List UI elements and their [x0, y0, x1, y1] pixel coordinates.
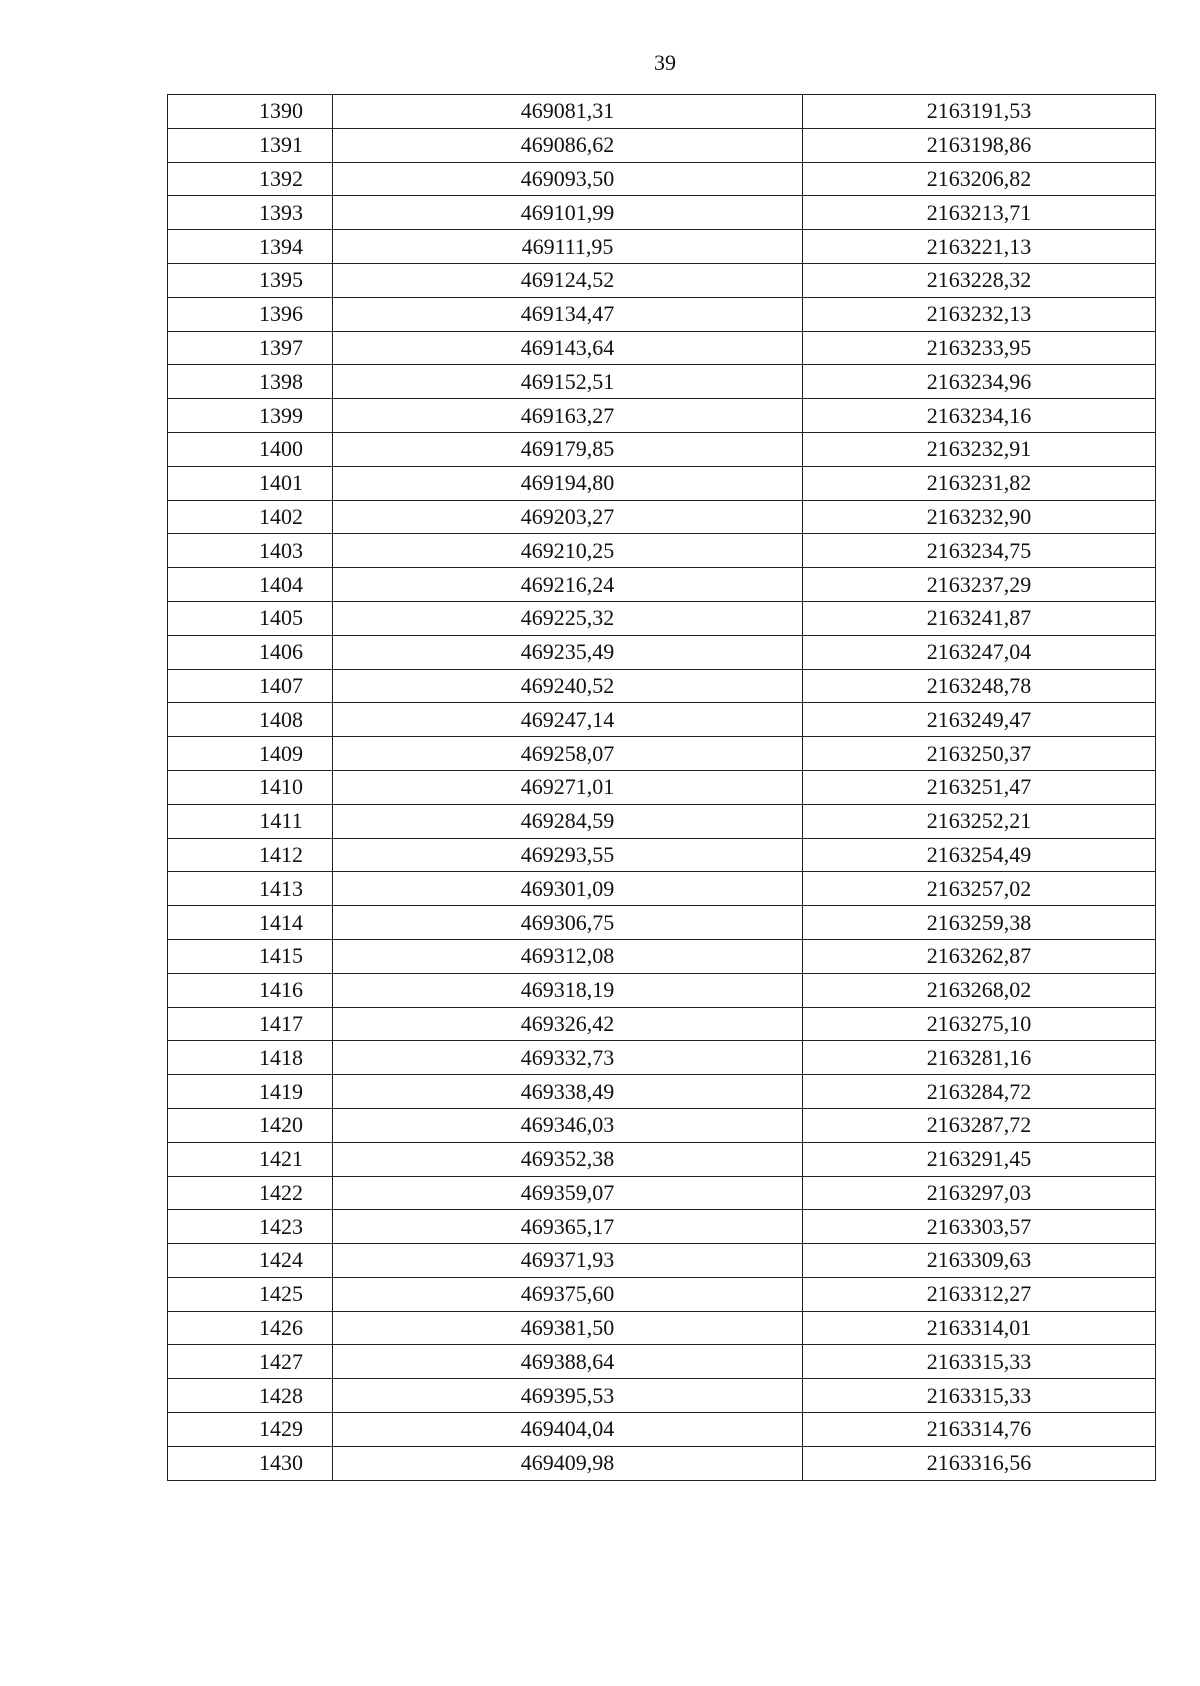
y-coordinate-cell: 2163247,04 — [803, 635, 1156, 669]
y-coordinate-cell: 2163252,21 — [803, 804, 1156, 838]
point-number-cell: 1409 — [168, 737, 333, 771]
y-coordinate-cell: 2163254,49 — [803, 838, 1156, 872]
table-row — [168, 568, 1156, 602]
x-coordinate-cell: 469293,55 — [333, 838, 803, 872]
y-coordinate-cell: 2163232,90 — [803, 500, 1156, 534]
y-coordinate-cell: 2163287,72 — [803, 1108, 1156, 1142]
x-coordinate-cell: 469124,52 — [333, 263, 803, 297]
y-coordinate-cell: 2163232,91 — [803, 432, 1156, 466]
x-coordinate-cell: 469258,07 — [333, 737, 803, 771]
point-number-cell: 1414 — [168, 906, 333, 940]
y-coordinate-cell: 2163314,01 — [803, 1311, 1156, 1345]
table-row — [168, 1210, 1156, 1244]
x-coordinate-cell: 469081,31 — [333, 95, 803, 129]
point-number-cell: 1402 — [168, 500, 333, 534]
y-coordinate-cell: 2163314,76 — [803, 1413, 1156, 1447]
point-number-cell: 1391 — [168, 128, 333, 162]
table-row — [168, 1142, 1156, 1176]
table-row — [168, 906, 1156, 940]
x-coordinate-cell: 469240,52 — [333, 669, 803, 703]
table-row — [168, 1075, 1156, 1109]
coordinates-table — [167, 94, 1156, 1481]
table-row — [168, 331, 1156, 365]
y-coordinate-cell: 2163221,13 — [803, 230, 1156, 264]
table-row — [168, 500, 1156, 534]
table-row — [168, 770, 1156, 804]
y-coordinate-cell: 2163309,63 — [803, 1244, 1156, 1278]
x-coordinate-cell: 469332,73 — [333, 1041, 803, 1075]
table-row — [168, 601, 1156, 635]
x-coordinate-cell: 469395,53 — [333, 1379, 803, 1413]
table-row — [168, 1176, 1156, 1210]
y-coordinate-cell: 2163198,86 — [803, 128, 1156, 162]
table-row — [168, 1413, 1156, 1447]
y-coordinate-cell: 2163191,53 — [803, 95, 1156, 129]
point-number-cell: 1395 — [168, 263, 333, 297]
table-row — [168, 297, 1156, 331]
x-coordinate-cell: 469284,59 — [333, 804, 803, 838]
y-coordinate-cell: 2163284,72 — [803, 1075, 1156, 1109]
y-coordinate-cell: 2163312,27 — [803, 1277, 1156, 1311]
x-coordinate-cell: 469359,07 — [333, 1176, 803, 1210]
point-number-cell: 1426 — [168, 1311, 333, 1345]
table-row — [168, 230, 1156, 264]
page-number: 39 — [654, 50, 676, 75]
table-row — [168, 1379, 1156, 1413]
x-coordinate-cell: 469326,42 — [333, 1007, 803, 1041]
x-coordinate-cell: 469352,38 — [333, 1142, 803, 1176]
point-number-cell: 1398 — [168, 365, 333, 399]
y-coordinate-cell: 2163248,78 — [803, 669, 1156, 703]
point-number-cell: 1429 — [168, 1413, 333, 1447]
y-coordinate-cell: 2163231,82 — [803, 466, 1156, 500]
table-row — [168, 737, 1156, 771]
point-number-cell: 1408 — [168, 703, 333, 737]
x-coordinate-cell: 469203,27 — [333, 500, 803, 534]
x-coordinate-cell: 469194,80 — [333, 466, 803, 500]
point-number-cell: 1419 — [168, 1075, 333, 1109]
y-coordinate-cell: 2163251,47 — [803, 770, 1156, 804]
y-coordinate-cell: 2163262,87 — [803, 939, 1156, 973]
point-number-cell: 1424 — [168, 1244, 333, 1278]
table-row — [168, 1446, 1156, 1480]
x-coordinate-cell: 469152,51 — [333, 365, 803, 399]
y-coordinate-cell: 2163232,13 — [803, 297, 1156, 331]
x-coordinate-cell: 469225,32 — [333, 601, 803, 635]
point-number-cell: 1411 — [168, 804, 333, 838]
y-coordinate-cell: 2163237,29 — [803, 568, 1156, 602]
x-coordinate-cell: 469111,95 — [333, 230, 803, 264]
y-coordinate-cell: 2163275,10 — [803, 1007, 1156, 1041]
point-number-cell: 1404 — [168, 568, 333, 602]
x-coordinate-cell: 469371,93 — [333, 1244, 803, 1278]
point-number-cell: 1401 — [168, 466, 333, 500]
point-number-cell: 1393 — [168, 196, 333, 230]
table-row — [168, 939, 1156, 973]
table-row — [168, 635, 1156, 669]
x-coordinate-cell: 469318,19 — [333, 973, 803, 1007]
table-row — [168, 196, 1156, 230]
y-coordinate-cell: 2163241,87 — [803, 601, 1156, 635]
point-number-cell: 1420 — [168, 1108, 333, 1142]
point-number-cell: 1399 — [168, 399, 333, 433]
y-coordinate-cell: 2163303,57 — [803, 1210, 1156, 1244]
table-row — [168, 1108, 1156, 1142]
x-coordinate-cell: 469301,09 — [333, 872, 803, 906]
x-coordinate-cell: 469346,03 — [333, 1108, 803, 1142]
y-coordinate-cell: 2163315,33 — [803, 1345, 1156, 1379]
point-number-cell: 1428 — [168, 1379, 333, 1413]
x-coordinate-cell: 469306,75 — [333, 906, 803, 940]
y-coordinate-cell: 2163234,96 — [803, 365, 1156, 399]
y-coordinate-cell: 2163297,03 — [803, 1176, 1156, 1210]
x-coordinate-cell: 469163,27 — [333, 399, 803, 433]
x-coordinate-cell: 469216,24 — [333, 568, 803, 602]
point-number-cell: 1421 — [168, 1142, 333, 1176]
y-coordinate-cell: 2163234,16 — [803, 399, 1156, 433]
point-number-cell: 1415 — [168, 939, 333, 973]
y-coordinate-cell: 2163228,32 — [803, 263, 1156, 297]
x-coordinate-cell: 469247,14 — [333, 703, 803, 737]
point-number-cell: 1394 — [168, 230, 333, 264]
point-number-cell: 1425 — [168, 1277, 333, 1311]
x-coordinate-cell: 469404,04 — [333, 1413, 803, 1447]
table-row — [168, 669, 1156, 703]
x-coordinate-cell: 469093,50 — [333, 162, 803, 196]
point-number-cell: 1412 — [168, 838, 333, 872]
point-number-cell: 1403 — [168, 534, 333, 568]
x-coordinate-cell: 469409,98 — [333, 1446, 803, 1480]
table-row — [168, 838, 1156, 872]
table-row — [168, 1345, 1156, 1379]
y-coordinate-cell: 2163250,37 — [803, 737, 1156, 771]
table-row — [168, 872, 1156, 906]
x-coordinate-cell: 469086,62 — [333, 128, 803, 162]
y-coordinate-cell: 2163257,02 — [803, 872, 1156, 906]
y-coordinate-cell: 2163316,56 — [803, 1446, 1156, 1480]
table-row — [168, 162, 1156, 196]
point-number-cell: 1427 — [168, 1345, 333, 1379]
point-number-cell: 1392 — [168, 162, 333, 196]
y-coordinate-cell: 2163233,95 — [803, 331, 1156, 365]
x-coordinate-cell: 469388,64 — [333, 1345, 803, 1379]
table-row — [168, 1244, 1156, 1278]
point-number-cell: 1390 — [168, 95, 333, 129]
table-row — [168, 1041, 1156, 1075]
point-number-cell: 1406 — [168, 635, 333, 669]
y-coordinate-cell: 2163315,33 — [803, 1379, 1156, 1413]
table-row — [168, 973, 1156, 1007]
table-row — [168, 1311, 1156, 1345]
y-coordinate-cell: 2163206,82 — [803, 162, 1156, 196]
point-number-cell: 1405 — [168, 601, 333, 635]
table-row — [168, 128, 1156, 162]
y-coordinate-cell: 2163259,38 — [803, 906, 1156, 940]
point-number-cell: 1423 — [168, 1210, 333, 1244]
x-coordinate-cell: 469312,08 — [333, 939, 803, 973]
x-coordinate-cell: 469210,25 — [333, 534, 803, 568]
point-number-cell: 1400 — [168, 432, 333, 466]
table-row — [168, 365, 1156, 399]
point-number-cell: 1413 — [168, 872, 333, 906]
x-coordinate-cell: 469101,99 — [333, 196, 803, 230]
table-row — [168, 1277, 1156, 1311]
point-number-cell: 1410 — [168, 770, 333, 804]
y-coordinate-cell: 2163234,75 — [803, 534, 1156, 568]
y-coordinate-cell: 2163281,16 — [803, 1041, 1156, 1075]
x-coordinate-cell: 469134,47 — [333, 297, 803, 331]
x-coordinate-cell: 469235,49 — [333, 635, 803, 669]
x-coordinate-cell: 469143,64 — [333, 331, 803, 365]
table-row — [168, 95, 1156, 129]
point-number-cell: 1430 — [168, 1446, 333, 1480]
table-row — [168, 466, 1156, 500]
table-row — [168, 263, 1156, 297]
x-coordinate-cell: 469179,85 — [333, 432, 803, 466]
point-number-cell: 1422 — [168, 1176, 333, 1210]
table-row — [168, 399, 1156, 433]
x-coordinate-cell: 469381,50 — [333, 1311, 803, 1345]
table-row — [168, 534, 1156, 568]
coordinates-table-body — [168, 95, 1156, 1481]
point-number-cell: 1416 — [168, 973, 333, 1007]
y-coordinate-cell: 2163249,47 — [803, 703, 1156, 737]
point-number-cell: 1407 — [168, 669, 333, 703]
table-row — [168, 703, 1156, 737]
table-row — [168, 1007, 1156, 1041]
y-coordinate-cell: 2163291,45 — [803, 1142, 1156, 1176]
y-coordinate-cell: 2163213,71 — [803, 196, 1156, 230]
x-coordinate-cell: 469365,17 — [333, 1210, 803, 1244]
point-number-cell: 1418 — [168, 1041, 333, 1075]
point-number-cell: 1417 — [168, 1007, 333, 1041]
point-number-cell: 1397 — [168, 331, 333, 365]
x-coordinate-cell: 469338,49 — [333, 1075, 803, 1109]
table-row — [168, 432, 1156, 466]
point-number-cell: 1396 — [168, 297, 333, 331]
y-coordinate-cell: 2163268,02 — [803, 973, 1156, 1007]
x-coordinate-cell: 469271,01 — [333, 770, 803, 804]
table-row — [168, 804, 1156, 838]
x-coordinate-cell: 469375,60 — [333, 1277, 803, 1311]
